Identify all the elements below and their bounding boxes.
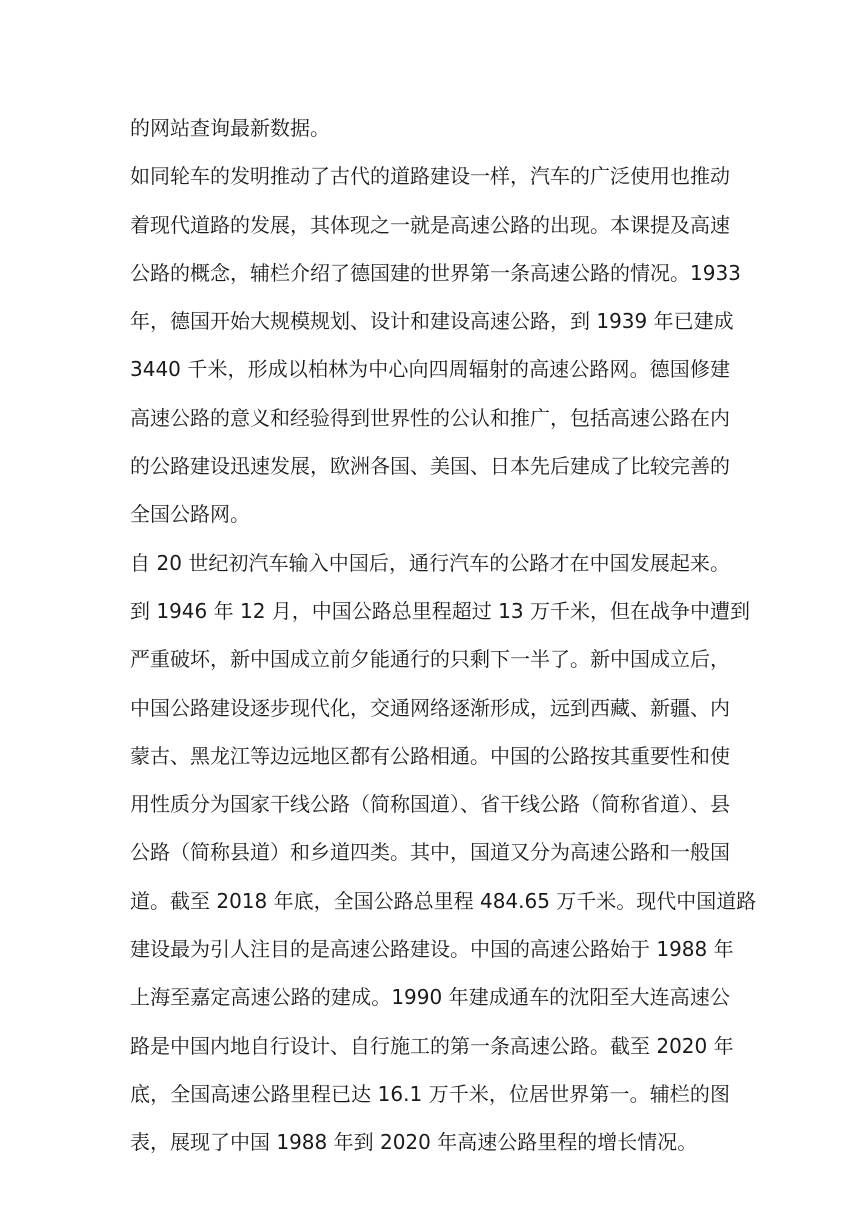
text-line: 如同轮车的发明推动了古代的道路建设一样，汽车的广泛使用也推动 <box>130 164 730 189</box>
text-line: 3440 千米，形成以柏林为中心向四周辐射的高速公路网。德国修建 <box>130 357 730 382</box>
text-line: 公路的概念，辅栏介绍了德国建的世界第一条高速公路的情况。1933 <box>130 260 741 285</box>
text-line: 路是中国内地自行设计、自行施工的第一条高速公路。截至 2020 年 <box>130 1033 734 1058</box>
text-line: 底，全国高速公路里程已达 16.1 万千米，位居世界第一。辅栏的图 <box>130 1081 730 1106</box>
text-line: 到 1946 年 12 月，中国公路总里程超过 13 万千米，但在战争中遭到 <box>130 598 750 623</box>
text-line: 蒙古、黑龙江等边远地区都有公路相通。中国的公路按其重要性和使 <box>130 743 730 768</box>
text-line: 全国公路网。 <box>130 502 250 527</box>
text-line: 的网站查询最新数据。 <box>130 116 330 140</box>
paragraph-3 <box>130 539 757 1167</box>
text-line: 年，德国开始大规模规划、设计和建设高速公路，到 1939 年已建成 <box>130 309 734 334</box>
text-line: 上海至嘉定高速公路的建成。1990 年建成通车的沈阳至大连高速公 <box>130 985 730 1010</box>
text-line: 严重破坏，新中国成立前夕能通行的只剩下一半了。新中国成立后， <box>130 647 730 672</box>
text-line: 公路（简称县道）和乡道四类。其中，国道又分为高速公路和一般国 <box>130 840 730 865</box>
text-line: 表，展现了中国 1988 年到 2020 年高速公路里程的增长情况。 <box>130 1130 698 1155</box>
paragraph-2 <box>130 152 741 538</box>
text-line: 高速公路的意义和经验得到世界性的公认和推广，包括高速公路在内 <box>130 405 730 430</box>
text-line: 自 20 世纪初汽车输入中国后，通行汽车的公路才在中国发展起来。 <box>130 550 730 575</box>
text-line: 道。截至 2018 年底，全国公路总里程 484.65 万千米。现代中国道路 <box>130 888 757 913</box>
text-line: 的公路建设迅速发展，欧洲各国、美国、日本先后建成了比较完善的 <box>130 454 730 479</box>
text-line: 建设最为引人注目的是高速公路建设。中国的高速公路始于 1988 年 <box>130 937 734 962</box>
text-line: 中国公路建设逐步现代化，交通网络逐渐形成，远到西藏、新疆、内 <box>130 695 730 720</box>
paragraph-1 <box>130 104 730 152</box>
text-line: 着现代道路的发展，其体现之一就是高速公路的出现。本课提及高速 <box>130 212 730 237</box>
text-line: 用性质分为国家干线公路（简称国道）、省干线公路（简称省道）、县 <box>130 792 730 817</box>
document-body <box>130 104 757 1167</box>
